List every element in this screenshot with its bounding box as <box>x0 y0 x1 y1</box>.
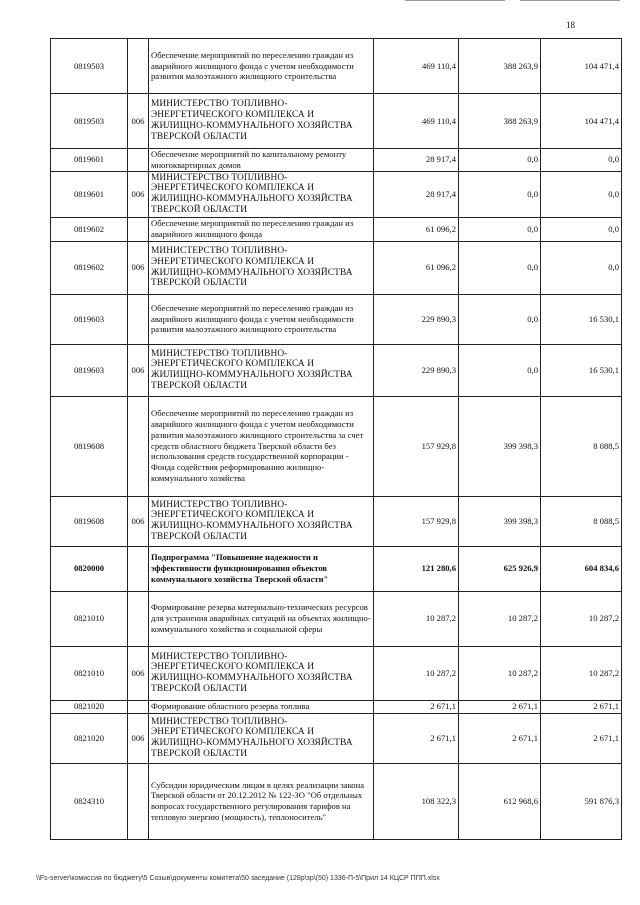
ministry-code-cell: 006 <box>128 241 149 294</box>
amount-3-cell: 0,0 <box>541 217 622 241</box>
item-name-cell: Обеспечение мероприятий по переселению граждан из аварийного жилищного фонда с учетом необходимости развития малоэтажного жилищного строительства <box>149 39 374 94</box>
amount-3-cell: 591 876,3 <box>541 763 622 839</box>
item-name-cell: Подпрограмма "Повышение надежности и эффективности функционирования объектов коммунального хозяйства Тверской области" <box>149 546 374 591</box>
target-code-cell: 0819601 <box>51 171 128 217</box>
amount-2-cell: 2 671,1 <box>459 700 541 713</box>
amount-1-cell: 10 287,2 <box>374 591 459 646</box>
amount-1-cell: 108 322,3 <box>374 763 459 839</box>
target-code-cell: 0824310 <box>51 763 128 839</box>
target-code-cell: 0819503 <box>51 94 128 149</box>
amount-1-cell: 121 280,6 <box>374 546 459 591</box>
table-row <box>51 149 622 172</box>
amount-3-cell: 104 471,4 <box>541 39 622 94</box>
amount-3-cell: 104 471,4 <box>541 94 622 149</box>
target-code-cell: 0819602 <box>51 241 128 294</box>
target-code-cell: 0819601 <box>51 149 128 172</box>
amount-1-cell: 10 287,2 <box>374 646 459 700</box>
target-code-cell: 0820000 <box>51 546 128 591</box>
table-row <box>51 646 622 700</box>
amount-3-cell: 0,0 <box>541 241 622 294</box>
target-code-cell: 0821020 <box>51 713 128 763</box>
ministry-code-cell: 006 <box>128 344 149 396</box>
top-rule-right <box>520 0 620 1</box>
item-name-cell: Обеспечение мероприятий по переселению граждан из аварийного жилищного фонда с учетом необходимости развития малоэтажного жилищного строительства за счет средств областного бюджета Тверской области без использования средств государственной корпорации - Фонда содействия реформированию жилищно-коммунального хозяйства <box>149 396 374 496</box>
table-row <box>51 591 622 646</box>
table-row <box>51 294 622 344</box>
item-name-cell: МИНИСТЕРСТВО ТОПЛИВНО-ЭНЕРГЕТИЧЕСКОГО КОМПЛЕКСА И ЖИЛИЩНО-КОММУНАЛЬНОГО ХОЗЯЙСТВА ТВЕРСКОЙ ОБЛАСТИ <box>149 496 374 546</box>
item-name-cell: МИНИСТЕРСТВО ТОПЛИВНО-ЭНЕРГЕТИЧЕСКОГО КОМПЛЕКСА И ЖИЛИЩНО-КОММУНАЛЬНОГО ХОЗЯЙСТВА ТВЕРСКОЙ ОБЛАСТИ <box>149 171 374 217</box>
target-code-cell: 0819608 <box>51 496 128 546</box>
item-name-cell: Обеспечение мероприятий по капитальному ремонту многоквартирных домов <box>149 149 374 172</box>
ministry-code-cell: 006 <box>128 94 149 149</box>
amount-2-cell: 0,0 <box>459 241 541 294</box>
ministry-code-cell <box>128 700 149 713</box>
target-code-cell: 0821010 <box>51 646 128 700</box>
item-name-cell: МИНИСТЕРСТВО ТОПЛИВНО-ЭНЕРГЕТИЧЕСКОГО КОМПЛЕКСА И ЖИЛИЩНО-КОММУНАЛЬНОГО ХОЗЯЙСТВА ТВЕРСКОЙ ОБЛАСТИ <box>149 241 374 294</box>
amount-1-cell: 229 890,3 <box>374 294 459 344</box>
amount-3-cell: 0,0 <box>541 171 622 217</box>
file-path-footer: \\Fs-server\комиссия по бюджету\5 Созыв\документы комитета\50 заседание (128р\зр\(50) 1336-П-5\Прил 14 КЦСР ППП.xlsx <box>36 875 440 882</box>
amount-2-cell: 0,0 <box>459 344 541 396</box>
ministry-code-cell <box>128 591 149 646</box>
target-code-cell: 0819603 <box>51 344 128 396</box>
amount-3-cell: 8 088,5 <box>541 496 622 546</box>
amount-2-cell: 388 263,9 <box>459 94 541 149</box>
item-name-cell: МИНИСТЕРСТВО ТОПЛИВНО-ЭНЕРГЕТИЧЕСКОГО КОМПЛЕКСА И ЖИЛИЩНО-КОММУНАЛЬНОГО ХОЗЯЙСТВА ТВЕРСКОЙ ОБЛАСТИ <box>149 344 374 396</box>
item-name-cell: МИНИСТЕРСТВО ТОПЛИВНО-ЭНЕРГЕТИЧЕСКОГО КОМПЛЕКСА И ЖИЛИЩНО-КОММУНАЛЬНОГО ХОЗЯЙСТВА ТВЕРСКОЙ ОБЛАСТИ <box>149 713 374 763</box>
amount-3-cell: 604 834,6 <box>541 546 622 591</box>
amount-3-cell: 2 671,1 <box>541 700 622 713</box>
amount-2-cell: 388 263,9 <box>459 39 541 94</box>
amount-1-cell: 2 671,1 <box>374 700 459 713</box>
ministry-code-cell <box>128 763 149 839</box>
table-row <box>51 546 622 591</box>
amount-2-cell: 10 287,2 <box>459 646 541 700</box>
table-row <box>51 94 622 149</box>
budget-table <box>50 38 622 840</box>
ministry-code-cell: 006 <box>128 496 149 546</box>
item-name-cell: Обеспечение мероприятий по переселению граждан из аварийного жилищного фонда с учетом необходимости развития малоэтажного жилищного строительства <box>149 294 374 344</box>
amount-1-cell: 157 929,8 <box>374 396 459 496</box>
amount-2-cell: 625 926,9 <box>459 546 541 591</box>
ministry-code-cell: 006 <box>128 646 149 700</box>
table-row <box>51 344 622 396</box>
amount-1-cell: 469 110,4 <box>374 39 459 94</box>
target-code-cell: 0819603 <box>51 294 128 344</box>
amount-3-cell: 10 287,2 <box>541 646 622 700</box>
item-name-cell: Формирование резерва материально-технических ресурсов для устранения аварийных ситуаций на объектах жилищно-коммунального хозяйства и социальной сферы <box>149 591 374 646</box>
table-row <box>51 396 622 496</box>
amount-2-cell: 399 398,3 <box>459 396 541 496</box>
ministry-code-cell: 006 <box>128 171 149 217</box>
amount-1-cell: 2 671,1 <box>374 713 459 763</box>
item-name-cell: МИНИСТЕРСТВО ТОПЛИВНО-ЭНЕРГЕТИЧЕСКОГО КОМПЛЕКСА И ЖИЛИЩНО-КОММУНАЛЬНОГО ХОЗЯЙСТВА ТВЕРСКОЙ ОБЛАСТИ <box>149 646 374 700</box>
amount-1-cell: 157 929,8 <box>374 496 459 546</box>
target-code-cell: 0819608 <box>51 396 128 496</box>
amount-3-cell: 2 671,1 <box>541 713 622 763</box>
amount-3-cell: 16 530,1 <box>541 294 622 344</box>
target-code-cell: 0819602 <box>51 217 128 241</box>
amount-2-cell: 399 398,3 <box>459 496 541 546</box>
item-name-cell: Обеспечение мероприятий по переселению граждан из аварийного жилищного фонда <box>149 217 374 241</box>
amount-1-cell: 469 110,4 <box>374 94 459 149</box>
top-rule-left <box>405 0 505 1</box>
ministry-code-cell: 006 <box>128 713 149 763</box>
ministry-code-cell <box>128 39 149 94</box>
table-row <box>51 241 622 294</box>
page-number: 18 <box>566 20 575 30</box>
amount-3-cell: 10 287,2 <box>541 591 622 646</box>
amount-2-cell: 10 287,2 <box>459 591 541 646</box>
table-row <box>51 39 622 94</box>
item-name-cell: Формирование областного резерва топлива <box>149 700 374 713</box>
amount-2-cell: 0,0 <box>459 149 541 172</box>
table-row <box>51 700 622 713</box>
budget-table-body <box>51 39 622 840</box>
ministry-code-cell <box>128 546 149 591</box>
amount-2-cell: 612 968,6 <box>459 763 541 839</box>
amount-2-cell: 0,0 <box>459 294 541 344</box>
ministry-code-cell <box>128 294 149 344</box>
amount-2-cell: 0,0 <box>459 171 541 217</box>
amount-1-cell: 28 917,4 <box>374 149 459 172</box>
amount-1-cell: 61 096,2 <box>374 241 459 294</box>
item-name-cell: Субсидии юридическим лицам в целях реализации закона Тверской области от 20.12.2012 № 122-ЗО "Об отдельных вопросах государственного регулирования тарифов на тепловую энергию (мощность), теплоноситель" <box>149 763 374 839</box>
amount-1-cell: 61 096,2 <box>374 217 459 241</box>
amount-2-cell: 2 671,1 <box>459 713 541 763</box>
amount-1-cell: 229 890,3 <box>374 344 459 396</box>
target-code-cell: 0819503 <box>51 39 128 94</box>
table-row <box>51 763 622 839</box>
table-row <box>51 171 622 217</box>
amount-3-cell: 16 530,1 <box>541 344 622 396</box>
item-name-cell: МИНИСТЕРСТВО ТОПЛИВНО-ЭНЕРГЕТИЧЕСКОГО КОМПЛЕКСА И ЖИЛИЩНО-КОММУНАЛЬНОГО ХОЗЯЙСТВА ТВЕРСКОЙ ОБЛАСТИ <box>149 94 374 149</box>
amount-3-cell: 8 088,5 <box>541 396 622 496</box>
amount-3-cell: 0,0 <box>541 149 622 172</box>
ministry-code-cell <box>128 149 149 172</box>
ministry-code-cell <box>128 217 149 241</box>
table-row <box>51 713 622 763</box>
table-row <box>51 496 622 546</box>
amount-2-cell: 0,0 <box>459 217 541 241</box>
ministry-code-cell <box>128 396 149 496</box>
target-code-cell: 0821010 <box>51 591 128 646</box>
target-code-cell: 0821020 <box>51 700 128 713</box>
amount-1-cell: 28 917,4 <box>374 171 459 217</box>
table-row <box>51 217 622 241</box>
